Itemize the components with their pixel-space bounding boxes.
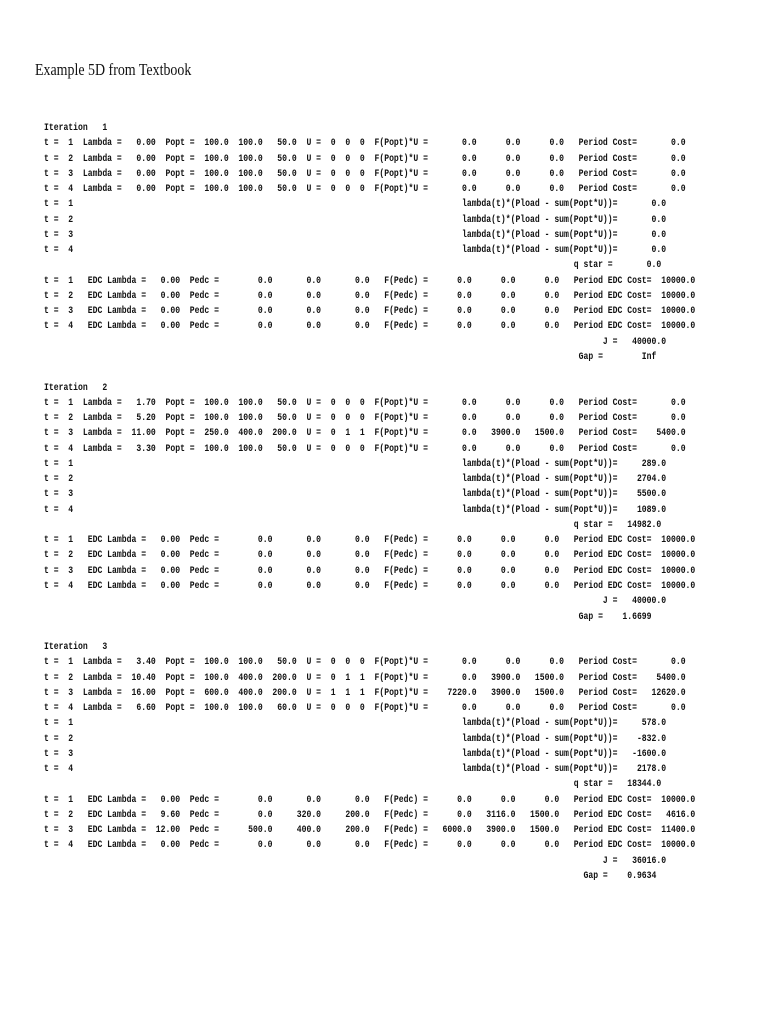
- output-line: t = 1 EDC Lambda = 0.00 Pedc = 0.0 0.0 0.0 F(Pedc) = 0.0 0.0 0.0 Period EDC Cost= 10000.0: [44, 794, 696, 806]
- output-line: J = 36016.0: [44, 855, 667, 867]
- output-line: t = 2 EDC Lambda = 0.00 Pedc = 0.0 0.0 0.0 F(Pedc) = 0.0 0.0 0.0 Period EDC Cost= 10000.0: [44, 290, 696, 302]
- output-line: t = 2 lambda(t)*(Pload - sum(Popt*U))= 0.0: [44, 214, 667, 226]
- output-line: t = 4 EDC Lambda = 0.00 Pedc = 0.0 0.0 0.0 F(Pedc) = 0.0 0.0 0.0 Period EDC Cost= 10000.0: [44, 580, 696, 592]
- output-line: t = 2 lambda(t)*(Pload - sum(Popt*U))= -832.0: [44, 733, 667, 745]
- output-line: t = 1 Lambda = 1.70 Popt = 100.0 100.0 50.0 U = 0 0 0 F(Popt)*U = 0.0 0.0 0.0 Period Cost= 0.0: [44, 397, 686, 409]
- output-line: t = 1 EDC Lambda = 0.00 Pedc = 0.0 0.0 0.0 F(Pedc) = 0.0 0.0 0.0 Period EDC Cost= 10000.0: [44, 275, 696, 287]
- output-line: J = 40000.0: [44, 596, 667, 608]
- output-line: t = 3 lambda(t)*(Pload - sum(Popt*U))= 5500.0: [44, 489, 667, 501]
- output-line: t = 3 lambda(t)*(Pload - sum(Popt*U))= 0.0: [44, 229, 667, 241]
- page-title: Example 5D from Textbook: [35, 60, 192, 79]
- output-line: [44, 625, 695, 640]
- output-line: q star = 18344.0: [44, 779, 662, 791]
- iteration-output: [44, 121, 695, 884]
- output-line: t = 3 EDC Lambda = 0.00 Pedc = 0.0 0.0 0.0 F(Pedc) = 0.0 0.0 0.0 Period EDC Cost= 10000.0: [44, 565, 696, 577]
- output-line: t = 4 Lambda = 3.30 Popt = 100.0 100.0 50.0 U = 0 0 0 F(Popt)*U = 0.0 0.0 0.0 Period Cost= 0.0: [44, 443, 686, 455]
- output-line: t = 4 EDC Lambda = 0.00 Pedc = 0.0 0.0 0.0 F(Pedc) = 0.0 0.0 0.0 Period EDC Cost= 10000.0: [44, 840, 696, 852]
- output-line: t = 2 Lambda = 5.20 Popt = 100.0 100.0 50.0 U = 0 0 0 F(Popt)*U = 0.0 0.0 0.0 Period Cost= 0.0: [44, 413, 686, 425]
- output-line: t = 2 lambda(t)*(Pload - sum(Popt*U))= 2704.0: [44, 474, 667, 486]
- output-line: t = 3 Lambda = 0.00 Popt = 100.0 100.0 50.0 U = 0 0 0 F(Popt)*U = 0.0 0.0 0.0 Period Cost= 0.0: [44, 168, 686, 180]
- output-line: t = 4 Lambda = 0.00 Popt = 100.0 100.0 50.0 U = 0 0 0 F(Popt)*U = 0.0 0.0 0.0 Period Cost= 0.0: [44, 184, 686, 196]
- output-line: Gap = 0.9634: [44, 871, 657, 883]
- output-line: t = 3 lambda(t)*(Pload - sum(Popt*U))= -1600.0: [44, 748, 667, 760]
- output-line: t = 3 EDC Lambda = 12.00 Pedc = 500.0 400.0 200.0 F(Pedc) = 6000.0 3900.0 1500.0 Period EDC Cost= 11400.0: [44, 825, 696, 837]
- output-line: t = 1 lambda(t)*(Pload - sum(Popt*U))= 289.0: [44, 458, 667, 470]
- output-line: [44, 365, 695, 380]
- output-line: Iteration 1: [44, 123, 108, 134]
- output-line: Iteration 3: [44, 642, 108, 654]
- output-line: Iteration 2: [44, 382, 108, 394]
- output-line: t = 2 Lambda = 10.40 Popt = 100.0 400.0 200.0 U = 0 1 1 F(Popt)*U = 0.0 3900.0 1500.0 Period Cost= 5400.0: [44, 672, 686, 684]
- output-line: t = 1 EDC Lambda = 0.00 Pedc = 0.0 0.0 0.0 F(Pedc) = 0.0 0.0 0.0 Period EDC Cost= 10000.0: [44, 535, 696, 547]
- output-line: t = 4 Lambda = 6.60 Popt = 100.0 100.0 60.0 U = 0 0 0 F(Popt)*U = 0.0 0.0 0.0 Period Cost= 0.0: [44, 703, 686, 715]
- output-line: t = 4 lambda(t)*(Pload - sum(Popt*U))= 0.0: [44, 245, 667, 257]
- output-line: t = 3 EDC Lambda = 0.00 Pedc = 0.0 0.0 0.0 F(Pedc) = 0.0 0.0 0.0 Period EDC Cost= 10000.0: [44, 306, 696, 318]
- output-line: t = 3 Lambda = 11.00 Popt = 250.0 400.0 200.0 U = 0 1 1 F(Popt)*U = 0.0 3900.0 1500.0 Period Cost= 5400.0: [44, 428, 686, 440]
- output-line: q star = 14982.0: [44, 519, 662, 531]
- output-line: t = 1 Lambda = 0.00 Popt = 100.0 100.0 50.0 U = 0 0 0 F(Popt)*U = 0.0 0.0 0.0 Period Cost= 0.0: [44, 138, 686, 150]
- output-line: J = 40000.0: [44, 336, 667, 348]
- output-line: t = 4 lambda(t)*(Pload - sum(Popt*U))= 2178.0: [44, 764, 667, 776]
- output-line: t = 4 EDC Lambda = 0.00 Pedc = 0.0 0.0 0.0 F(Pedc) = 0.0 0.0 0.0 Period EDC Cost= 10000.0: [44, 321, 696, 333]
- output-line: Gap = Inf: [44, 351, 657, 363]
- output-line: Gap = 1.6699: [44, 611, 652, 623]
- output-line: t = 1 Lambda = 3.40 Popt = 100.0 100.0 50.0 U = 0 0 0 F(Popt)*U = 0.0 0.0 0.0 Period Cost= 0.0: [44, 657, 686, 669]
- output-line: t = 2 EDC Lambda = 0.00 Pedc = 0.0 0.0 0.0 F(Pedc) = 0.0 0.0 0.0 Period EDC Cost= 10000.0: [44, 550, 696, 562]
- output-line: q star = 0.0: [44, 260, 662, 272]
- output-line: t = 4 lambda(t)*(Pload - sum(Popt*U))= 1089.0: [44, 504, 667, 516]
- output-line: t = 2 Lambda = 0.00 Popt = 100.0 100.0 50.0 U = 0 0 0 F(Popt)*U = 0.0 0.0 0.0 Period Cost= 0.0: [44, 153, 686, 165]
- output-line: t = 3 Lambda = 16.00 Popt = 600.0 400.0 200.0 U = 1 1 1 F(Popt)*U = 7220.0 3900.0 1500.0 Period Cost= 12620.0: [44, 687, 686, 699]
- output-line: t = 2 EDC Lambda = 9.60 Pedc = 0.0 320.0 200.0 F(Pedc) = 0.0 3116.0 1500.0 Period EDC Cost= 4616.0: [44, 809, 696, 821]
- output-line: t = 1 lambda(t)*(Pload - sum(Popt*U))= 578.0: [44, 718, 667, 730]
- output-line: t = 1 lambda(t)*(Pload - sum(Popt*U))= 0.0: [44, 199, 667, 211]
